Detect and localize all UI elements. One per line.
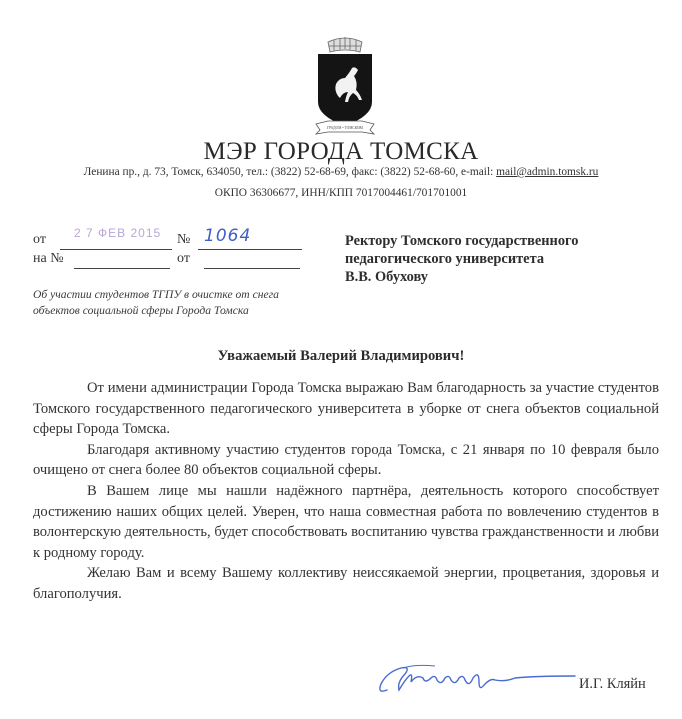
signer-name: И.Г. Кляйн — [579, 676, 646, 692]
addressee-line: Ректору Томского государственного — [345, 233, 579, 249]
reply-from-label: от — [177, 251, 190, 266]
addressee-line: педагогического университета — [345, 251, 545, 267]
letterhead-title: МЭР ГОРОДА ТОМСКА — [203, 138, 479, 165]
motto-text: ГРАДОМ • ТОМСКИМ — [326, 126, 364, 130]
body-paragraph: Благодаря активному участию студентов города Томска, с 21 января по 10 февраля было очищено от снега более 80 объектов социальной сферы. — [33, 441, 659, 479]
body-paragraph: Желаю Вам и всему Вашему коллективу неиссякаемой энергии, процветания, здоровья и благополучия. — [33, 565, 659, 602]
number-line — [198, 249, 302, 250]
address-text: Ленина пр., д. 73, Томск, 634050, тел.: (3822) 52-68-69, факс: (3822) 52-68-60, e-mail: — [83, 166, 497, 178]
body-paragraph: В Вашем лице мы нашли надёжного партнёра, деятельность которого способствует достижению наших общих целей. Уверен, что наша совместная работа по вовлечению студентов в волонтерскую деятельность, будет способствовать воспитанию чувства гражданственности и любви к родному городу. — [33, 482, 660, 561]
from-label: от — [33, 232, 46, 247]
greeting: Уважаемый Валерий Владимирович! — [217, 348, 465, 364]
date-line — [60, 249, 172, 250]
number-label: № — [177, 232, 191, 247]
crown-icon — [328, 37, 362, 52]
addressee — [345, 232, 665, 286]
letter-subject: Об участии студентов ТГПУ в очистке от снега объектов социальной сферы Города Томска — [33, 288, 279, 317]
addressee-name: В.В. Обухову — [345, 269, 428, 285]
reply-date-line — [204, 268, 300, 269]
reply-to-label: на № — [33, 251, 64, 266]
motto-ribbon — [316, 121, 374, 134]
body-paragraph: От имени администрации Города Томска выражаю Вам благодарность за участие студентов Томского государственного педагогического университета в уборке от снега объектов социальной сферы Города Томска. — [33, 380, 659, 438]
date-stamp: 2 7 ФЕВ 2015 — [74, 226, 162, 240]
letter-body — [33, 378, 659, 605]
letterhead-address — [0, 166, 682, 178]
reply-number-line — [74, 268, 170, 269]
handwritten-signature — [375, 660, 585, 700]
email-link[interactable]: mail@admin.tomsk.ru — [496, 166, 599, 178]
letterhead-okpo: ОКПО 36306677, ИНН/КПП 7017004461/701701001 — [214, 187, 468, 199]
outgoing-number: 1064 — [204, 226, 252, 246]
coat-of-arms-icon — [312, 20, 378, 138]
